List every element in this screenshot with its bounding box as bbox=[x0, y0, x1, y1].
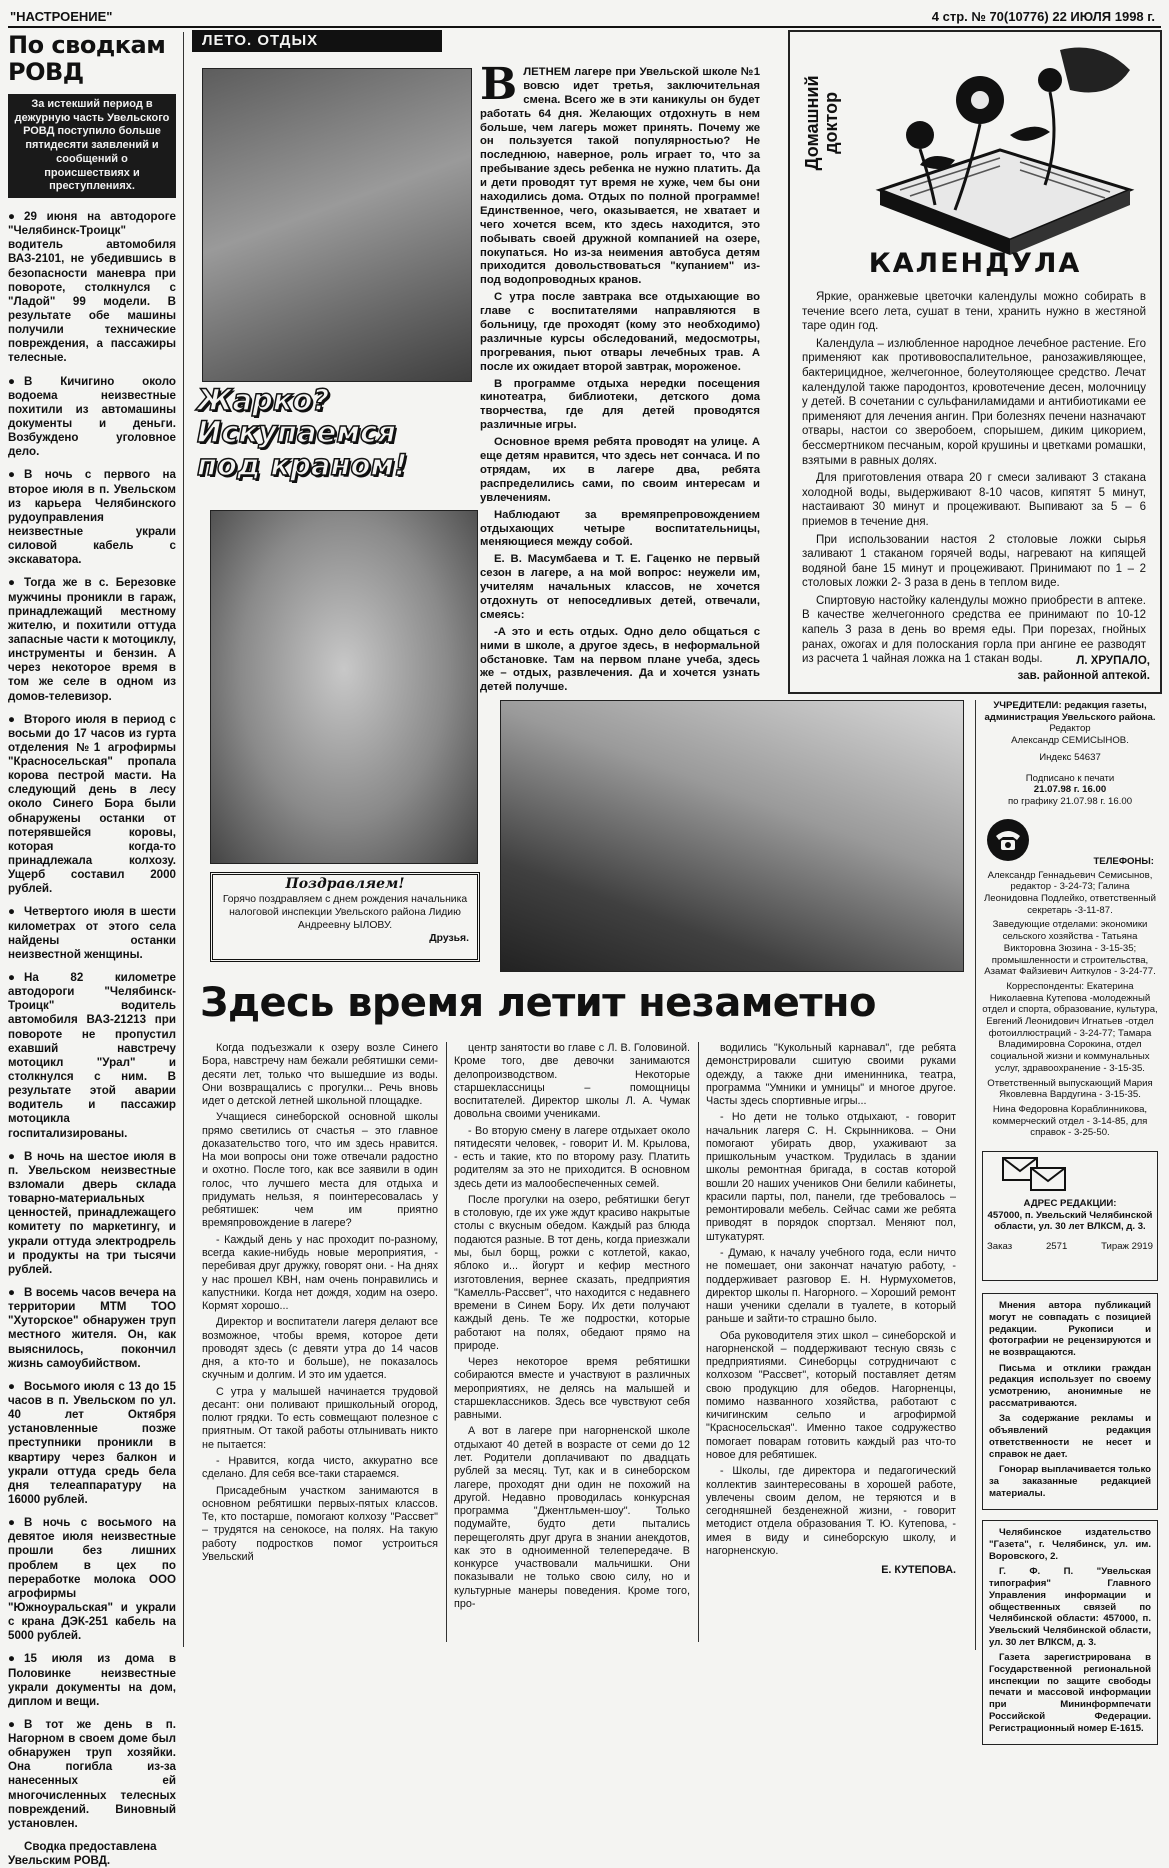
summer-paragraph: -А это и есть отдых. Одно дело общаться с ними в школе, а другое здесь, в неформальной обстановке. Там на первом плане учеба, здесь же – отдых, развлечения. Да и хочется узнать детей получше. bbox=[480, 625, 760, 694]
camp-kids-photo bbox=[202, 68, 472, 382]
congrats-title: Поздравляем! bbox=[285, 876, 405, 892]
imprint-box bbox=[982, 700, 1158, 1745]
main-paragraph: А вот в лагере при нагорненской школе отдыхают 40 детей в возрасте от семи до 12 лет. Родители доплачивают по двадцать рублей за месяц. Тут, как и в синеборском лагере, проходят дни один не похожий на другой. Недавно проводилась конкурсная программа "Джентльмен-шоу". Только подумайте, будто дети пытались перещеголять друг друга в знании анекдотов, как это в одноименной телепередаче. В конкурсе участвовали мальчишки. Они показывали не только свою силу, но и культурные манеры поведения. Кроме того, про- bbox=[454, 1425, 690, 1610]
publisher-entry: Челябинское издательство "Газета", г. Челябинск, ул. им. Воровского, 2. bbox=[989, 1527, 1151, 1562]
address-box bbox=[982, 1151, 1158, 1281]
doctor-rubric-line1: Домашний bbox=[802, 75, 823, 171]
doctor-title: КАЛЕНДУЛА bbox=[868, 248, 1082, 279]
rovd-item-text: В ночь с первого на второе июля в п. Увельском из карьера Челябинского рудоуправления неизвестные украли силовой кабель с экскаватора. bbox=[8, 468, 176, 567]
address: 457000, п. Увельский Челябинской области, ул. 30 лет ВЛКСМ, д. 3. bbox=[987, 1209, 1153, 1233]
phones-list bbox=[982, 870, 1158, 1139]
main-paragraph: Директор и воспитатели лагеря делают все возможное, чтобы время, которое дети проводят здесь (с девяти утра до 14 часов дня, а кто-то и больше), не показалось скучным и долгим. И это им удается. bbox=[202, 1316, 438, 1382]
summer-body bbox=[480, 59, 760, 727]
bullet-icon: ● bbox=[8, 1652, 16, 1666]
rovd-item-text: Второго июля в период с восьми до 17 часов из гурта отделения №1 агрофирмы "Красносельская" пропала корова пестрой масти. На следующий день в лесу около Синего Бора были обнаружены останки от потерявшейся коровы, которая когда-то принадлежала колхозу. Ущерб составил 2000 рублей. bbox=[8, 712, 176, 896]
founders: УЧРЕДИТЕЛИ: редакция газеты, администрация Увельского района. bbox=[984, 700, 1156, 723]
note-entry: За содержание рекламы и объявлений редакция ответственности не несет и справок не дает. bbox=[989, 1413, 1151, 1460]
main-paragraph: Присадебным участком занимаются в основном ребятишки первых-пятых классов. Те, кто постарше, помогают колхозу "Рассвет" – трудятся на сенокосе, на полях. На такую работу подростков помог устроиться Увельский bbox=[202, 1484, 438, 1563]
divider bbox=[698, 1042, 699, 1642]
main-headline: Здесь время летит незаметно bbox=[200, 980, 876, 1026]
congrats-box bbox=[210, 872, 480, 962]
issue-line: 4 стр. № 70(10776) 22 ИЮЛЯ 1998 г. bbox=[931, 9, 1155, 24]
summer-paragraph: С утра после завтрака все отдыхающие во главе с воспитателями направляются в больницу, где проходят (кому это необходимо) различные курсы обследований, медосмотры, прогревания, пьют отвары лечебных трав. А после их ожидает второй завтрак, мороженое. bbox=[480, 291, 760, 373]
publisher-box bbox=[982, 1520, 1158, 1745]
bullet-icon: ● bbox=[8, 1516, 16, 1530]
notes-box bbox=[982, 1293, 1158, 1510]
rovd-column bbox=[8, 32, 176, 1868]
rovd-item-text: В тот же день в п. Нагорном в своем доме был обнаружен труп хозяйки. Она погибла из-за нанесенных ей многочисленных телесных повреждений. Виновный установлен. bbox=[8, 1717, 176, 1830]
summer-headline-line1: Жарко? bbox=[197, 383, 330, 417]
main-col-3 bbox=[706, 1042, 956, 1577]
girl-portrait-photo bbox=[210, 510, 478, 864]
doctor-author-role: зав. районной аптекой. bbox=[1017, 669, 1150, 682]
congrats-signature: Друзья. bbox=[429, 933, 469, 944]
envelope-icon bbox=[1001, 1156, 1071, 1194]
rovd-item bbox=[8, 905, 176, 962]
main-paragraph: - Во вторую смену в лагере отдыхает около пятидесяти человек, - говорит И. М. Крылова, - есть и такие, кто по второму разу. Платить родителям за это не приходится. В основном здесь дети из малообеспеченных семей. bbox=[454, 1124, 690, 1190]
calendula-book-illustration bbox=[860, 40, 1150, 270]
header-rule bbox=[8, 26, 1161, 28]
rovd-item-text: 15 июля из дома в Половинке неизвестные украли документы на дом, диплом и вещи. bbox=[8, 1652, 176, 1708]
rovd-item bbox=[8, 576, 176, 703]
bullet-icon: ● bbox=[8, 905, 16, 919]
summer-paragraph: Наблюдают за времяпрепровождением отдыхающих четыре воспитательницы, меняющиеся между собой. bbox=[480, 508, 760, 549]
paper-name: "НАСТРОЕНИЕ" bbox=[10, 9, 113, 24]
summer-headline-line2: Искупаемся bbox=[197, 415, 396, 450]
rovd-item bbox=[8, 468, 176, 567]
rovd-item-text: Четвертого июля в шести километрах от этого села найдены останки неизвестной женщины. bbox=[8, 905, 176, 961]
bullet-icon: ● bbox=[8, 712, 16, 726]
schedule: по графику 21.07.98 г. 16.00 bbox=[1007, 795, 1133, 807]
summer-rubric: ЛЕТО. ОТДЫХ bbox=[192, 30, 442, 52]
summer-headline-line3: под краном! bbox=[197, 447, 408, 482]
signed-label: Подписано к печати bbox=[1025, 772, 1115, 784]
main-paragraph: Когда подъезжали к озеру возле Синего Бора, навстречу нам бежали ребятишки семи-десяти лет, только что вышедшие из воды. Они возвращались с прогулки... Речь вновь идет о детской летней школьной площадке. bbox=[202, 1042, 438, 1108]
rovd-item bbox=[8, 210, 176, 366]
rovd-item-text: Тогда же в с. Березовке мужчины проникли в гараж, принадлежащий местному жителю, и похитили оттуда запасные части к мотоциклу, инструменты и бензин. А через некоторое время в том же селе в одном из домов-телевизор. bbox=[8, 576, 176, 703]
bullet-icon: ● bbox=[8, 971, 16, 985]
note-entry: Гонорар выплачивается только за заказанные редакцией материалы. bbox=[989, 1464, 1151, 1499]
doctor-paragraph: Спиртовую настойку календулы можно приобрести в аптеке. В качестве желчегонного средства ее принимают по 10-12 капель 3 раза в день во время еды. При порезах, гнойных ранах, ожогах и для полоскания горла при ангине ее разводят из расчета 1 чайная ложка на 1 стакан воды. bbox=[802, 594, 1146, 666]
rovd-item bbox=[8, 713, 176, 897]
editor-name: Александр СЕМИСЫНОВ. bbox=[1011, 735, 1129, 747]
doctor-rubric bbox=[803, 53, 841, 193]
main-paragraph: - Думаю, к началу учебного года, если ничто не помешает, они закончат начатую работу, - поддерживает разговор Е. Н. Нурмухометов, директор школы п. Нагорного. – Хороший ремонт наши ученики сделали в туалете, в который раньше и зайти-то страшно было. bbox=[706, 1246, 956, 1326]
rovd-item bbox=[8, 1652, 176, 1709]
index: Индекс 54637 bbox=[1039, 751, 1101, 763]
telephone-icon bbox=[986, 818, 1030, 862]
bullet-icon: ● bbox=[8, 1149, 16, 1163]
doctor-paragraph: Яркие, оранжевые цветочки календулы можно собирать в течение всего лета, сушат в тени, хранить нужно в жестяной таре один год. bbox=[802, 291, 1146, 333]
rovd-item-text: На 82 километре автодороги "Челябинск-Троицк" водитель автомобиля ВАЗ-21213 при повороте не пропустил ехавший навстречу мотоцикл "Урал" и столкнулся с ним. В результате этой аварии водитель и пассажир мотоцикла госпитализированы. bbox=[8, 971, 176, 1140]
main-paragraph: водились "Кукольный карнавал", где ребята демонстрировали сшитую своими руками одежду, а также дни именинника, театра, программа "Умники и умницы" и многое другое. Часты здесь спортивные игры... bbox=[706, 1042, 956, 1108]
bullet-icon: ● bbox=[8, 1285, 16, 1299]
address-title: АДРЕС РЕДАКЦИИ: bbox=[1023, 1197, 1117, 1209]
rovd-item bbox=[8, 375, 176, 460]
main-col-1 bbox=[202, 1042, 438, 1567]
doctor-author bbox=[1018, 654, 1150, 684]
note-entry: Мнения автора публикаций могут не совпадать с позицией редакции. Рукописи и фотографии не рецензируются и не возвращаются. bbox=[989, 1300, 1151, 1358]
phone-entry: Корреспонденты: Екатерина Николаевна Кутепова -молодежный отдел и спорта, образование, культура, Евгений Леонидович Игнатьев -отдел фотоиллюстраций - 3-24-77; Тамара Владимировна Сорокина, отдел социальной жизни и коммунальных услуг, здравоохранение - 3-15-35. bbox=[982, 980, 1158, 1074]
bullet-icon: ● bbox=[8, 576, 16, 590]
divider bbox=[183, 32, 184, 1647]
rovd-footer: Сводка предоставлена Увельским РОВД. bbox=[8, 1840, 157, 1868]
bullet-icon: ● bbox=[8, 1717, 16, 1731]
rovd-item bbox=[8, 1718, 176, 1831]
main-paragraph: - Но дети не только отдыхают, - говорит начальник лагеря С. Н. Скрынникова. – Они помогают убирать двор, ухаживают за пришкольным участком. Трудилась в здании школы ремонтная бригада, в состав которой вошли 20 наших учеников Они белили кабинеты, красили парты, пол, панели, где требовалось – ремонтировали мебель. Сейчас сами же ребята приводят в порядок спортзал. Меняют пол, штукатурят. bbox=[706, 1111, 956, 1243]
rovd-item bbox=[8, 1516, 176, 1643]
congrats-text: Горячо поздравляем с днем рождения начальника налоговой инспекции Увельского района Лидию Андреевну ЫЛОВУ. bbox=[222, 894, 468, 931]
bullet-icon: ● bbox=[8, 1379, 16, 1393]
rovd-item-text: В ночь с восьмого на девятое июля неизвестные прошли без лишних проблем в цех по переработке молока ООО агрофирмы "Южноуральская" и украли с крана ДЭК-251 кабель на 5000 рублей. bbox=[8, 1516, 176, 1643]
rovd-item bbox=[8, 971, 176, 1141]
rovd-item-text: Восьмого июля с 13 до 15 часов в п. Увельском по ул. 40 лет Октября установленные позже преступники проникли в квартиру через балкон и украли оттуда средь бела дня телеаппаратуру на 16000 рублей. bbox=[8, 1379, 176, 1506]
order-label: Заказ bbox=[987, 1240, 1013, 1252]
main-paragraph: - Нравится, когда чисто, аккуратно все сделано. Для себя все-таки стараемся. bbox=[202, 1454, 438, 1481]
rovd-item bbox=[8, 1150, 176, 1277]
phone-entry: Александр Геннадьевич Семисынов, редактор - 3-24-73; Галина Леонидовна Подлейко, ответственный секретарь -3-11-87. bbox=[983, 869, 1156, 916]
main-author: Е. КУТЕПОВА. bbox=[881, 1564, 956, 1577]
circulation: Тираж 2919 bbox=[1101, 1240, 1153, 1252]
doctor-author-name: Л. ХРУПАЛО, bbox=[1076, 655, 1150, 667]
rovd-item-text: В ночь на шестое июля в п. Увельском неизвестные взломали дверь склада товарно-материальных ценностей, принадлежащего комитету по маркетингу, и украли оттуда электродрель и продукты на три тысячи рублей. bbox=[8, 1149, 176, 1276]
note-entry: Письма и отклики граждан редакция использует по своему усмотрению, анонимные не рассматриваются. bbox=[989, 1362, 1151, 1409]
main-paragraph: центр занятости во главе с Л. В. Головиной. Кроме того, две девочки занимаются делопроизводством. Некоторые старшеклассницы – помощницы воспитателей. Директор школы Л. А. Чумак довольна своими учениками. bbox=[454, 1042, 690, 1121]
rovd-intro: За истекший период в дежурную часть Увельского РОВД поступило больше пятидесяти заявлений и сообщений о происшествиях и преступлениях. bbox=[8, 94, 176, 198]
divider bbox=[446, 1042, 447, 1642]
rovd-item-text: В Кичигино около водоема неизвестные похитили из автомашины документы и деньги. Возбуждено уголовное дело. bbox=[8, 374, 176, 459]
doctor-rubric-line2: доктор bbox=[821, 91, 841, 154]
publisher-entry: Газета зарегистрирована в Государственной региональной инспекции по защите свободы печати и массовой информации при Мининформпечати Российской Федерации. Регистрационный номер Е-1615. bbox=[989, 1652, 1151, 1734]
summer-paragraph: В программе отдыха нередки посещения кинотеатра, библиотеки, детского дома творчества, где для детей проводятся различные игры. bbox=[480, 377, 760, 432]
main-paragraph: После прогулки на озеро, ребятишки бегут в столовую, где их уже ждут красиво накрытые столы с вкусным обедом. Каждый раз блюда подаются разные. В тот день, когда приезжали мы, был борщ, рожки с котлетой, какао, яблоко и... йогурт и кефир местного изготовления, вернее сказать, предприятия "Камелль-Рассвет", что находится с недавнего времени в Синем Бору. Их дети получают каждый день. Те же подростки, которые работают на полях, обедают прямо на природе. bbox=[454, 1193, 690, 1352]
main-paragraph: - Школы, где директора и педагогический коллектив заинтересованы в хорошей работе, увлечены своим делом, не теряются и в сегодняшней безденежной жизни, - говорит методист отдела образования Т. Ю. Кутепова, - имея в виду и синеборскую школу, и нагорненскую. bbox=[706, 1465, 956, 1557]
phone-entry: Заведующие отделами: экономики сельского хозяйства - Татьяна Викторовна Зюзина - 3-15-35; промышленности и строительства, Азамат Файзиевич Аиткулов - 3-24-77. bbox=[984, 919, 1156, 978]
summer-paragraph: Е. В. Масумбаева и Т. Е. Гаценко не первый сезон в лагере, а на мой вопрос: неужели им, учителям начальных классов, не хочется отдохнуть от непоседливых детей, отвечали, смеясь: bbox=[480, 553, 760, 621]
doctor-paragraph: Для приготовления отвара 20 г смеси заливают 3 стакана холодной воды, выдерживают 8-10 часов, кипятят 5 минут, настаивают 30 минут и процеживают. Выпивают за 5 – 6 приемов в течение дня. bbox=[802, 472, 1146, 528]
summer-headline bbox=[197, 384, 467, 481]
main-col-2 bbox=[454, 1042, 690, 1614]
phone-entry: Нина Федоровна Кораблинникова, коммерческий отдел - 3-14-85, для справок - 3-25-50. bbox=[992, 1103, 1148, 1139]
rovd-item bbox=[8, 1286, 176, 1371]
divider bbox=[975, 700, 976, 1650]
bullet-icon: ● bbox=[8, 468, 16, 482]
summer-paragraph: Основное время ребята проводят на улице. А еще детям нравится, что здесь нет сончаса. И по отрядам, их в лагере два, ребята распределились сами, по своим интересам и увлечениям. bbox=[480, 436, 760, 504]
publisher-entry: Г. Ф. П. "Увельская типография" Главного Управления информации и общественных связей по Челябинской области: 457000, п. Увельский Челябинской области, ул. 30 лет ВЛКСМ, д. 3. bbox=[989, 1566, 1151, 1648]
rovd-title: По сводкам РОВД bbox=[8, 31, 166, 86]
summer-lead: ЛЕТНЕМ лагере при Увельской школе №1 вовсю идет третья, заключительная смена. Всего же в эти каникулы он будет работать 64 дня. Желающих отдохнуть в нем больше, чем лагерь может принять. Почему же он пользуется такой популярностью? Не последнюю, наверное, роль играет то, что за пребывание здесь ребенка не нужно платить. Да и дети проводят тут время не хуже, чем бы они находились дома. Отдых по полной программе! Единственное, чего, оказывается, не хватает и чего хочется всем, кто здесь находится, это побывать своей дружной компанией на озере, покупаться. Но из-за неимения автобуса детям приходится довольствоваться "купанием" из-под водопроводных кранов. bbox=[480, 66, 760, 287]
dropcap: В bbox=[480, 59, 518, 110]
main-paragraph: Учащиеся синеборской основной школы прямо светились от счастья – это главное доказательство того, что им здесь нравится. На мои вопросы они тоже отвечали радостно и охотно. После того, как все заявили в один голос, что лучшего места для отдыха и придумать нельзя, я поинтересовалась у ребятишек: чем им приятно времяпровождение в лагере? bbox=[202, 1111, 438, 1230]
rovd-item-text: 29 июня на автодороге "Челябинск-Троицк" водитель автомобиля ВАЗ-2101, не убедившись в безопасности маневра при повороте, столкнулся с "Ладой" 99 модели. В результате обе машины получили технические повреждения, а пассажиры телесные. bbox=[8, 210, 176, 365]
exercise-photo bbox=[500, 700, 964, 972]
bullet-icon: ● bbox=[8, 210, 16, 223]
signed-time: 21.07.98 г. 16.00 bbox=[1033, 784, 1107, 796]
phone-entry: Ответственный выпускающий Мария Яковлевна Вардугина - 3-15-35. bbox=[987, 1077, 1153, 1101]
rovd-item bbox=[8, 1380, 176, 1507]
main-paragraph: Через некоторое время ребятишки собираются вместе и участвуют в различных мероприятиях, не делясь на малышей и старшеклассников. Здесь все чувствуют себя равными. bbox=[454, 1356, 690, 1422]
doctor-paragraph: Календула – излюбленное народное лечебное растение. Его применяют как противовоспалительное, ранозаживляющее, бактерицидное, желчегонное, болеутоляющее средство. Лечат календулой также пародонтоз, кровотечение десен, молочницу у детей. В сочетании с сульфаниламидами и антибиотиками ее применяют для лечения ангин. При болезнях печени назначают отвары, настои со зверобоем, спорышем, диким цикорием, бессмертником песчаным, корой крушины и цветками ромашки, взятыми в равных долях. bbox=[802, 337, 1146, 467]
order-number: 2571 bbox=[1045, 1240, 1068, 1252]
rovd-items bbox=[8, 210, 176, 1831]
doctor-box bbox=[788, 30, 1162, 694]
doctor-text bbox=[802, 290, 1146, 670]
doctor-paragraph: При использовании настоя 2 столовые ложки сырья заливают 1 стаканом горячей воды, нагревают на кипящей водяной бане 15 минут и процеживают. Принимают по 1 – 2 столовых ложки 2- 3 раза в день в теплом виде. bbox=[802, 533, 1146, 590]
main-paragraph: Оба руководителя этих школ – синеборской и нагорненской – поддерживают тесную связь с предприятиями. Синеборцы сотрудничают с колхозом "Рассвет", который поставляет детям свою продукцию для обедов. Нагорненцы, помимо названного хозяйства, работают с кичигинским сельпо и агрофирмой "Красносельская". Именно такое содружество помогает поварам готовить каждый раз что-то новое для ребятишек. bbox=[706, 1329, 956, 1461]
bullet-icon: ● bbox=[8, 374, 16, 388]
main-paragraph: С утра у малышей начинается трудовой десант: они поливают пришкольный огород, полют грядки. То есть совмещают полезное с приятным. От такой работы отлынивать никто не пытается: bbox=[202, 1385, 438, 1451]
phones-title: ТЕЛЕФОНЫ: bbox=[1093, 855, 1154, 867]
rovd-item-text: В восемь часов вечера на территории МТМ ТОО "Хуторское" обнаружен труп местного жителя. Он, как выяснилось, покончил жизнь самоубийством. bbox=[8, 1285, 176, 1370]
editor-label: Редактор bbox=[1049, 723, 1091, 735]
main-paragraph: - Каждый день у нас проходит по-разному, всегда какие-нибудь новые мероприятия, - перебивая друг дружку, говорят они. - На днях у нас прошел КВН, нам очень понравились и капустники. Когда нет дождя, ходим на озеро. Кормят хорошо... bbox=[202, 1233, 438, 1313]
